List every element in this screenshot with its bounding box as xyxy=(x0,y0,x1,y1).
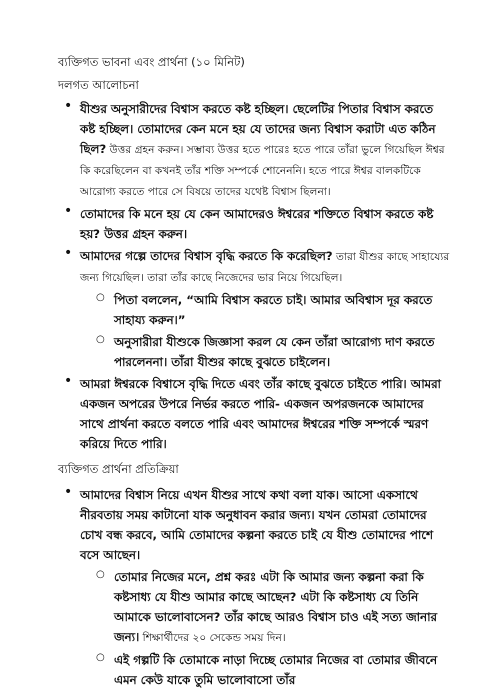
prayer-response-section xyxy=(58,461,451,689)
question-text: যীশুর অনুসারীদের বিশ্বাস করতে কষ্ট হচ্ছিল। ছেলেটির পিতার বিশ্বাস করতে কষ্ট হচ্ছিল। তোমাদের কেন মনে হয় যে তাদের জন্য বিশ্বাস করাটা এত কঠিন ছিল? xyxy=(80,102,436,156)
question-text: তোমাদের কি মনে হয় যে কেন আমাদেরও ঈশ্বরের শক্তিতে বিশ্বাস করতে কষ্ট হয়? উত্তর গ্রহন করুন। xyxy=(80,207,434,241)
statement-text: আমরা ঈশ্বরকে বিশ্বাসে বৃদ্ধি দিতে এবং তাঁর কাছে বুঝতে চাইতে পারি। আমরা একজন অপরের উপরে নির্ভর করতে পারি- একজন অপরজনকে আমাদের সাথে প্রার্থনা করতে বলতে পারি এবং আমাদের ঈশ্বরের শক্তি সম্পর্কে স্মরণ করিয়ে দিতে পারি। xyxy=(80,377,441,451)
discussion-list xyxy=(58,98,451,453)
answer-text: উত্তর গ্রহন করুন। সম্ভাব্য উত্তর হতে পারেঃ হতে পারে তাঁরা ভুলে গিয়েছিল ঈশ্বর কি করেছিলেন বা কখনই তাঁর শক্তি সম্পর্কে শোনেননি। হতে পারে ঈশ্বর বালকটিকে আরোগ্য করতে পারে সে বিষয়ে তাদের যথেষ্ট বিশ্বাস ছিলনা। xyxy=(80,144,445,198)
list-item xyxy=(58,98,451,201)
sub-list xyxy=(88,289,451,371)
list-item xyxy=(58,373,451,453)
answer-text: তারা যীশুর কাছে সাহায্যের জন্য গিয়েছিল। তারা তাঁর কাছে নিজেদের ভার নিয়ে গিয়েছিল। xyxy=(80,251,450,284)
sub-list-item xyxy=(88,331,451,371)
statement-text: আমাদের বিশ্বাস নিয়ে এখন যীশুর সাথে কথা বলা যাক। আসো একসাথে নীরবতায় সময় কাটানো যাক অনুধাবন করার জন্য। যখন তোমরা তোমাদের চোখ বন্ধ করবে, আমি তোমাদের কল্পনা করতে চাই যে যীশু তোমাদের পাশে বসে আছেন। xyxy=(80,488,433,562)
section-heading-reflection: ব্যক্তিগত ভাবনা এবং প্রার্থনা (১০ মিনিট) xyxy=(58,55,245,69)
sub-item-text: এই গল্পটি কি তোমাকে নাড়া দিচ্ছে তোমার নিজের বা তোমার জীবনে এমন কেউ যাকে তুমি ভালোবাসো তাঁর xyxy=(114,653,438,687)
list-item xyxy=(58,203,451,243)
section-heading-prayer-response: ব্যক্তিগত প্রার্থনা প্রতিক্রিয়া xyxy=(58,462,179,476)
list-item xyxy=(58,484,451,689)
sub-list-item xyxy=(88,649,451,689)
sub-item-text: অনুসারীরা যীশুকে জিজ্ঞাসা করল যে কেন তাঁরা আরোগ্য দাণ করতে পারলেননা। তাঁরা যীশুর কাছে বুঝতে চাইলেন। xyxy=(114,335,435,369)
sub-list-item xyxy=(88,289,451,329)
sub-list xyxy=(88,566,451,689)
sub-item-text: পিতা বললেন, “আমি বিশ্বাস করতে চাই। আমার অবিশ্বাস দূর করতে সাহায্য করুন।” xyxy=(114,293,433,327)
list-item xyxy=(58,245,451,371)
prayer-list xyxy=(58,484,451,689)
question-text: আমাদের গল্পে তাদের বিশ্বাস বৃদ্ধি করতে কি করেছিল? xyxy=(80,249,333,263)
sub-item-text: তোমার নিজের মনে, প্রশ্ন করঃ এটা কি আমার জন্য কল্পনা করা কি কষ্টসাধ্য যে যীশু আমার কাছে আছেন? এটা কি কষ্টসাধ্য যে তিনি আমাকে ভালোবাসেন? তাঁর কাছে আরও বিশ্বাস চাও এই সত্য জানার জন্য। xyxy=(114,570,437,644)
sub-item-note: শিক্ষার্থীদের ২০ সেকেন্ড সময় দিন। xyxy=(139,632,286,644)
sub-list-item xyxy=(88,566,451,647)
subheading-group-discussion: দলগত আলোচনা xyxy=(58,78,139,92)
